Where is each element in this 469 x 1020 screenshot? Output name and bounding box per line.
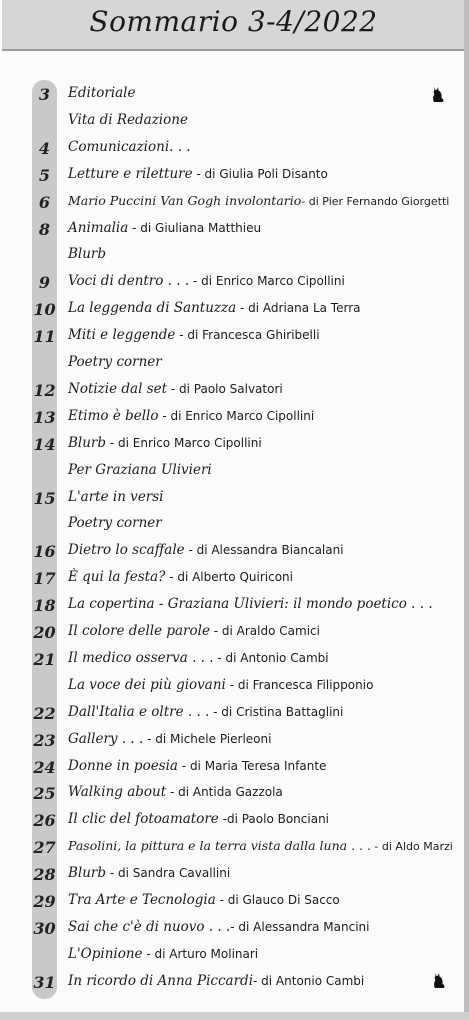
article-title: Comunicazioni. . .	[68, 138, 191, 155]
article-author: - di Glauco Di Sacco	[215, 893, 340, 907]
article-title: Walking about	[68, 784, 167, 801]
article-title: Per Graziana Ulivieri	[68, 461, 212, 478]
article-author: - di Aldo Marzi	[370, 840, 453, 854]
article-title: Poetry corner	[68, 515, 162, 532]
toc-entry	[0, 432, 469, 458]
toc-entry-text	[68, 784, 283, 800]
article-author: - di Michele Pierleoni	[143, 731, 272, 746]
toc-entry	[0, 486, 469, 512]
page-number: 20	[33, 623, 56, 642]
toc-entry-text	[68, 919, 369, 935]
article-title: Notizie dal set	[68, 380, 168, 397]
toc-entry	[0, 324, 469, 350]
toc-entry-text	[68, 300, 360, 316]
page-number: 24	[33, 757, 56, 777]
article-author: - di Alessandra Biancalani	[184, 543, 344, 558]
toc-entry-text	[68, 462, 212, 478]
article-author: - di Alberto Quiriconi	[165, 570, 293, 585]
toc-entry-text	[68, 381, 283, 397]
article-title: Sai che c'è di nuovo . . .	[68, 918, 231, 935]
page-number: 3	[38, 85, 51, 104]
toc-entry	[0, 620, 469, 646]
toc-entry	[0, 405, 469, 431]
page-number: 11	[33, 327, 56, 347]
toc-entry-text	[68, 731, 271, 747]
toc-entry	[0, 512, 469, 538]
article-title: In ricordo di Anna Piccardi	[68, 972, 254, 989]
article-title: Blurb	[68, 434, 107, 451]
toc-entry-text	[68, 569, 293, 585]
page-number: 6	[38, 192, 51, 212]
article-title: La copertina - Graziana Ulivieri: il mondo poetico . . .	[68, 596, 433, 613]
toc-entry-text	[68, 273, 345, 289]
page-number: 31	[33, 972, 56, 992]
toc-entry	[0, 781, 469, 807]
article-author: - di Paolo Salvatori	[167, 381, 283, 396]
page-number: 22	[33, 703, 56, 723]
toc-entry-text	[68, 220, 261, 236]
article-title: Blurb	[68, 865, 107, 882]
article-title: Animalia	[68, 219, 129, 236]
cat-icon	[431, 85, 445, 103]
toc-entry-text	[68, 408, 314, 424]
article-author: -di Paolo Bonciani	[218, 812, 330, 827]
article-author: - di Antonio Cambi	[213, 650, 329, 665]
article-author: - di Antonio Cambi	[253, 973, 365, 988]
page-number: 5	[38, 165, 51, 185]
toc-entry-text	[68, 946, 258, 962]
toc-entry	[0, 835, 469, 861]
toc-entry	[0, 566, 469, 592]
toc-entry-text	[68, 892, 340, 908]
toc-entry	[0, 862, 469, 888]
page-number: 21	[33, 649, 56, 669]
article-title: Il medico osserva . . .	[68, 649, 214, 666]
toc-entry-text	[68, 489, 164, 505]
article-title: La leggenda di Santuzza	[68, 300, 237, 317]
article-title: Pasolini, la pittura e la terra vista dalla luna . . .	[68, 838, 371, 854]
article-title: Gallery . . .	[68, 730, 144, 747]
article-author: - di Francesca Ghiribelli	[175, 328, 320, 343]
toc-entry	[0, 943, 469, 969]
bottom-band	[0, 1012, 469, 1020]
toc-entry	[0, 593, 469, 619]
article-title: Vita di Redazione	[68, 111, 188, 128]
toc-entry-text	[68, 623, 320, 639]
toc-entry	[0, 808, 469, 834]
page-number: 25	[33, 784, 56, 804]
toc-entry-text	[68, 596, 433, 612]
toc-entry	[0, 755, 469, 781]
toc-entry-text	[68, 704, 343, 720]
article-author: - di Pier Fernando Giorgetti	[301, 194, 450, 208]
page-number: 23	[33, 730, 56, 750]
toc-entry-text	[68, 758, 326, 774]
article-author: - di Antida Gazzola	[166, 785, 283, 800]
toc-entry	[0, 539, 469, 565]
toc-entry	[0, 728, 469, 754]
article-title: L'Opinione	[68, 945, 143, 962]
page-number: 8	[38, 219, 51, 239]
page-number: 17	[33, 569, 56, 589]
article-title: Letture e riletture	[68, 165, 193, 182]
toc-entry-text	[68, 811, 329, 827]
article-title: Dall'Italia e oltre . . .	[68, 703, 210, 720]
toc-entry-text	[68, 139, 191, 155]
page-number: 12	[33, 380, 56, 400]
article-author: - di Enrico Marco Cipollini	[158, 408, 315, 423]
toc-entry-text	[68, 677, 373, 693]
article-title: Dietro lo scaffale	[68, 542, 185, 559]
page-number: 27	[33, 838, 56, 858]
toc-entry-text	[68, 166, 328, 182]
page-number: 9	[38, 273, 51, 293]
toc-entry	[0, 351, 469, 377]
toc-entry-text	[68, 515, 162, 531]
toc-entry-text	[68, 542, 344, 558]
toc-entry-text	[68, 973, 364, 989]
article-title: L'arte in versi	[68, 488, 164, 505]
toc-entry-text	[68, 865, 230, 881]
article-author: - di Giuliana Matthieu	[128, 220, 262, 235]
article-author: - di Arturo Molinari	[142, 946, 259, 961]
toc-entry-text	[68, 838, 453, 853]
article-author: - di Francesca Filipponio	[225, 677, 374, 692]
toc-entry	[0, 270, 469, 296]
toc-entry	[0, 136, 469, 162]
toc-entry	[0, 243, 469, 269]
page-number: 18	[33, 596, 56, 616]
toc-entry-text	[68, 435, 262, 451]
toc-entry-text	[68, 112, 188, 128]
page-number: 4	[38, 138, 51, 158]
page-number: 10	[33, 300, 56, 320]
article-author: - di Maria Teresa Infante	[177, 758, 327, 773]
toc-entry	[0, 163, 469, 189]
toc-entry-text	[68, 246, 106, 262]
toc-entry	[0, 217, 469, 243]
article-title: Editoriale	[68, 85, 136, 101]
toc-entry	[0, 82, 469, 108]
page-number: 14	[33, 434, 56, 454]
article-title: La voce dei più giovani	[68, 676, 226, 693]
header-band	[2, 0, 465, 51]
page-number: 13	[33, 407, 56, 427]
article-title: Blurb	[68, 246, 107, 263]
article-author: - di Enrico Marco Cipollini	[106, 435, 262, 450]
article-title: Poetry corner	[68, 354, 162, 370]
toc-entry	[0, 378, 469, 404]
article-author: - di Enrico Marco Cipollini	[189, 274, 345, 289]
page-number: 30	[33, 918, 56, 938]
article-title: Il colore delle parole	[68, 623, 210, 639]
article-title: Il clic del fotoamatore	[68, 811, 219, 828]
toc-entry	[0, 674, 469, 700]
toc-entry-text	[68, 85, 136, 101]
toc-entry	[0, 297, 469, 323]
toc-entry	[0, 647, 469, 673]
toc-entry	[0, 190, 469, 216]
page-edge	[464, 0, 469, 1020]
toc-entry-text	[68, 193, 449, 208]
article-author: - di Giulia Poli Disanto	[192, 166, 328, 181]
article-title: Donne in poesia	[68, 757, 178, 774]
toc-entry	[0, 916, 469, 942]
toc-entry-text	[68, 354, 162, 370]
article-author: - di Sandra Cavallini	[106, 866, 231, 881]
page-number: 29	[33, 892, 56, 911]
page-number: 15	[33, 488, 56, 508]
page-number: 28	[33, 865, 56, 885]
page-number: 16	[33, 542, 56, 562]
article-author: - di Adriana La Terra	[236, 301, 361, 316]
article-title: Tra Arte e Tecnologia	[68, 892, 216, 908]
article-author: - di Alessandra Mancini	[230, 919, 370, 934]
page-title: Sommario 3-4/2022	[89, 5, 378, 38]
article-author: - di Cristina Battaglini	[209, 704, 344, 719]
article-title: Miti e leggende	[68, 327, 176, 344]
toc-entry	[0, 109, 469, 135]
cat-icon	[432, 971, 446, 989]
toc-entry	[0, 970, 469, 996]
toc-entry-text	[68, 327, 320, 343]
page-number: 26	[33, 811, 56, 831]
article-title: Etimo è bello	[68, 407, 159, 424]
article-title: È qui la festa?	[68, 569, 166, 586]
toc-entry-text	[68, 650, 329, 666]
article-title: Mario Puccini Van Gogh involontario	[68, 192, 302, 208]
article-author: - di Araldo Camici	[209, 624, 320, 638]
toc-entry	[0, 459, 469, 485]
article-title: Voci di dentro . . .	[68, 273, 190, 290]
toc-entry	[0, 889, 469, 915]
toc-entry	[0, 701, 469, 727]
